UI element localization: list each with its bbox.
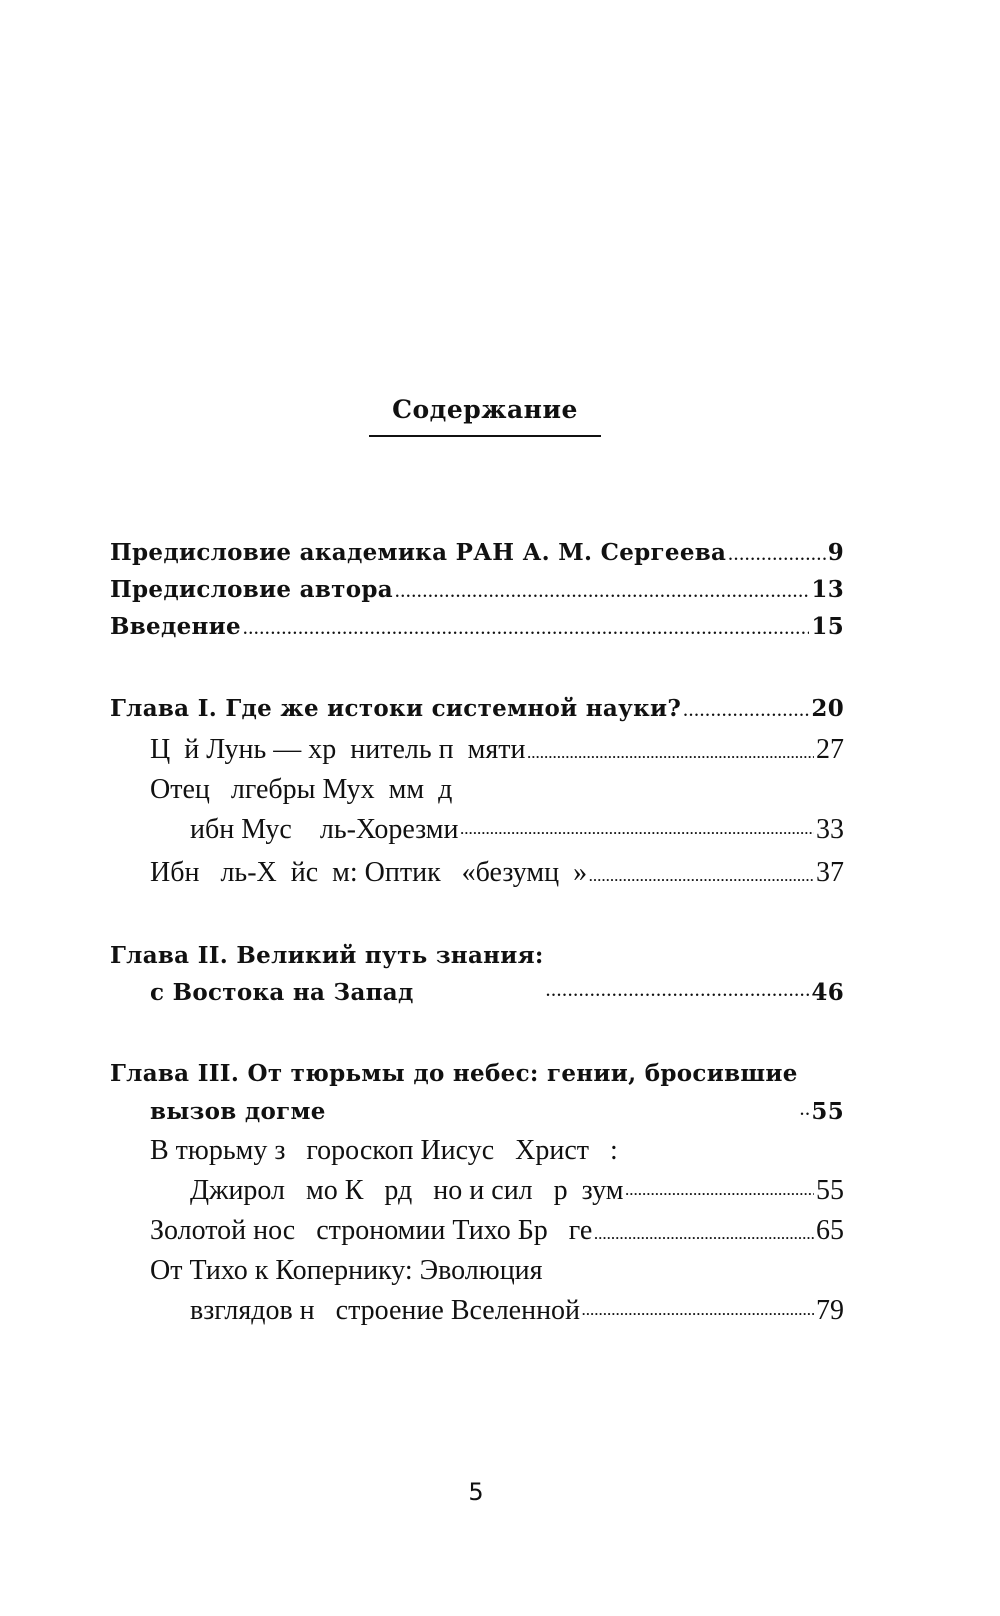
dot-leader bbox=[461, 806, 814, 850]
toc-entry-page: 27 bbox=[816, 734, 844, 765]
toc-entry-label-line1: От Тихо к Копернику: Эволюция bbox=[150, 1255, 543, 1286]
toc-entry-section-ibn-al-haytham[interactable] bbox=[110, 850, 844, 895]
toc-entry-label: Ибн ль-Х йс м: Оптик «безумц » bbox=[150, 857, 588, 888]
toc-entry-label-line2: ибн Мус ль-Хорезми bbox=[190, 814, 459, 845]
toc-entry-page: 65 bbox=[816, 1215, 844, 1246]
toc-entry-section-cardano[interactable] bbox=[110, 1131, 844, 1211]
toc-entry-label: Ц й Лунь — хр нитель п мяти bbox=[150, 734, 526, 765]
toc-entry-label-line2: вызов догме bbox=[150, 1098, 326, 1125]
toc-entry-label bbox=[110, 1055, 798, 1131]
toc-entry-label-line2: взглядов н строение Вселенной bbox=[190, 1295, 581, 1326]
toc-entry-page: 46 bbox=[811, 979, 844, 1006]
toc-entry-chapter-3[interactable] bbox=[110, 1054, 844, 1131]
toc-entry-chapter-1[interactable] bbox=[110, 688, 844, 730]
dot-leader bbox=[625, 1167, 814, 1211]
toc-entry-label bbox=[150, 1131, 623, 1211]
toc-entry-label bbox=[110, 937, 544, 1011]
toc-entry-label-line2: с Востока на Запад bbox=[150, 979, 414, 1006]
dot-leader bbox=[395, 571, 809, 612]
spacer bbox=[110, 645, 844, 688]
dot-leader bbox=[589, 850, 814, 899]
spacer bbox=[110, 895, 844, 937]
toc-entry-label: Глава I. Где же истоки системной науки? bbox=[110, 695, 682, 722]
toc-entry-section-cai-lun[interactable] bbox=[110, 730, 844, 770]
toc-entry-label: Предисловие автора bbox=[110, 576, 393, 603]
dot-leader bbox=[728, 534, 825, 575]
toc-entry-page: 13 bbox=[811, 576, 844, 603]
toc-entry-label: Предисловие академика РАН А. М. Сергеева bbox=[110, 539, 727, 566]
toc-entry-label-line1: В тюрьму з гороскоп Иисус Христ : bbox=[150, 1135, 618, 1166]
toc-entry-section-tycho-brahe[interactable] bbox=[110, 1211, 844, 1251]
page-title: Содержание bbox=[369, 390, 601, 437]
dot-leader bbox=[594, 1211, 814, 1255]
toc-entry-label: Введение bbox=[110, 613, 241, 640]
dot-leader bbox=[243, 608, 809, 649]
toc-entry-label bbox=[150, 770, 459, 850]
toc-entry-label bbox=[150, 1251, 580, 1331]
toc-entry-section-copernicus[interactable] bbox=[110, 1251, 844, 1331]
toc-entry-section-al-khwarizmi[interactable] bbox=[110, 770, 844, 850]
toc-entry-author-preface[interactable] bbox=[110, 571, 844, 608]
toc-entry-label-line1: Глава II. Великий путь знания: bbox=[110, 942, 544, 969]
toc-entry-introduction[interactable] bbox=[110, 608, 844, 645]
dot-leader bbox=[582, 1287, 814, 1331]
toc-entry-chapter-2[interactable] bbox=[110, 937, 844, 1011]
toc-entry-page: 20 bbox=[811, 695, 844, 722]
toc-entry-page: 37 bbox=[816, 857, 844, 888]
toc-entry-academic-preface[interactable] bbox=[110, 534, 844, 571]
page-number: 5 bbox=[468, 1478, 484, 1506]
toc-entry-page: 15 bbox=[811, 613, 844, 640]
dot-leader bbox=[683, 688, 809, 734]
toc-entry-label: Золотой нос строномии Тихо Бр ге bbox=[150, 1215, 593, 1246]
toc-entry-page: 33 bbox=[816, 814, 844, 845]
table-of-contents bbox=[110, 534, 844, 1331]
toc-entry-page: 55 bbox=[816, 1175, 844, 1206]
toc-entry-label-line1: Глава III. От тюрьмы до небес: гении, бросившие bbox=[110, 1060, 798, 1087]
toc-entry-page: 79 bbox=[816, 1295, 844, 1326]
toc-entry-label-line2: Джирол мо К рд но и сил р зум bbox=[190, 1175, 624, 1206]
dot-leader bbox=[546, 970, 810, 1011]
dot-leader bbox=[527, 730, 814, 774]
dot-leader bbox=[800, 1089, 810, 1131]
toc-entry-page: 9 bbox=[827, 539, 844, 566]
toc-entry-label-line1: Отец лгебры Мух мм д bbox=[150, 774, 453, 805]
spacer bbox=[110, 1011, 844, 1054]
toc-entry-page: 55 bbox=[811, 1098, 844, 1125]
